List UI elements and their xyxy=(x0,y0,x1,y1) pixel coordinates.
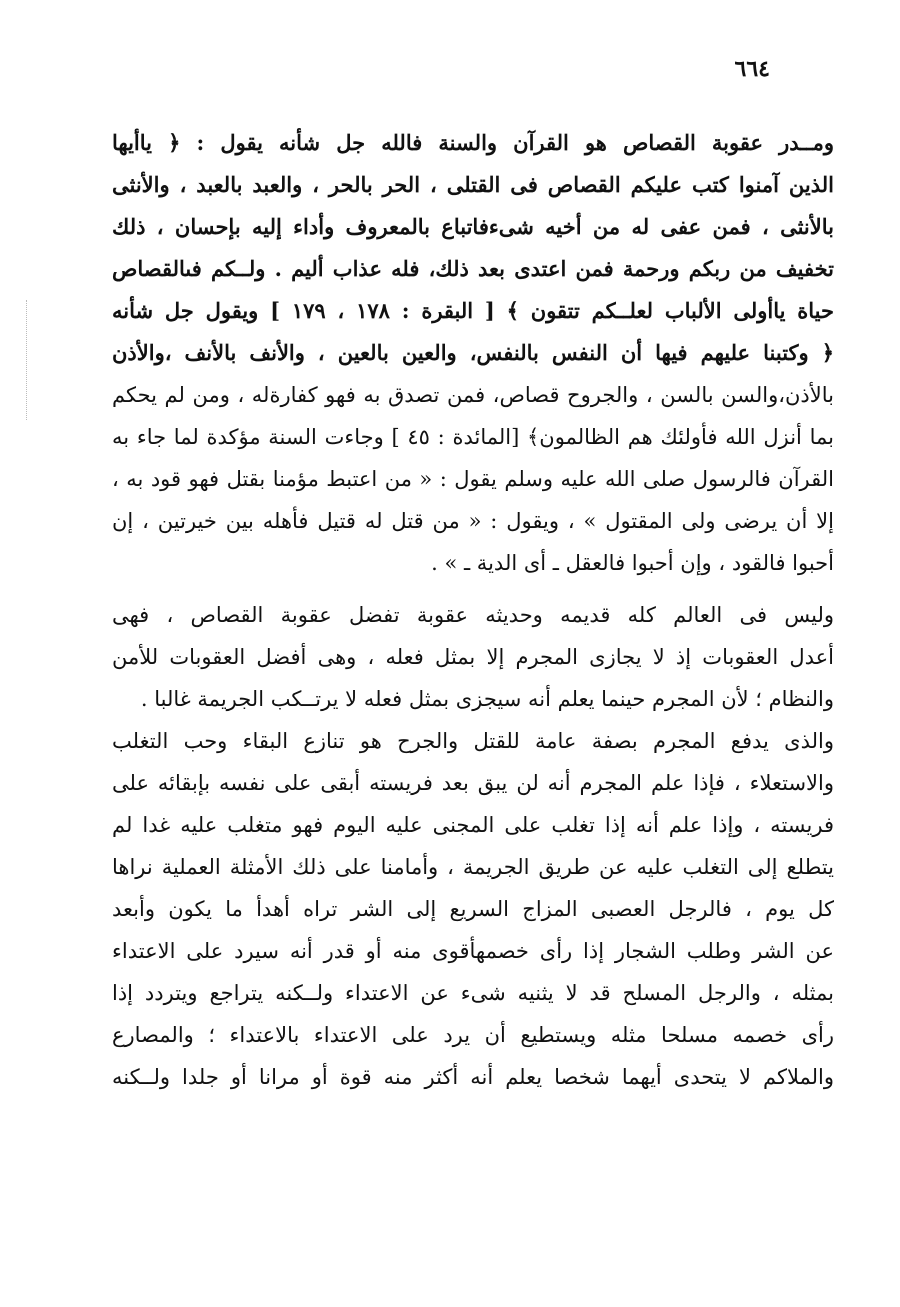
text-line: وليس فى العالم كله قديمه وحديثه عقوبة تفضل عقوبة القصاص ، فهى xyxy=(112,603,834,627)
text-line: فريسته ، وإذا علم أنه إذا تغلب على المجنى عليه اليوم فهو متغلب عليه غدا لم xyxy=(112,813,834,837)
text-line: أحبوا فالقود ، وإن أحبوا فالعقل ـ أى الدية ـ » . xyxy=(431,551,834,575)
text-line: ومــدر عقوبة القصاص هو القرآن والسنة فالله جل شأنه يقول : ﴿ ياأيها xyxy=(112,130,834,155)
paragraph-3 xyxy=(112,720,834,1098)
text-line: والنظام ؛ لأن المجرم حينما يعلم أنه سيجزى بمثل فعله لا يرتــكب الجريمة غالبا . xyxy=(140,687,834,711)
text-line: بما أنزل الله فأولئك هم الظالمون﴾ [المائدة : ٤٥ ] وجاءت السنة مؤكدة لما جاء به xyxy=(112,425,834,449)
text-line: تخفيف من ربكم ورحمة فمن اعتدى بعد ذلك، فله عذاب أليم . ولــكم فىالقصاص xyxy=(112,256,834,281)
text-line: إلا أن يرضى ولى المقتول » ، ويقول : « من قتل له قتيل فأهله بين خيرتين ، إن xyxy=(112,509,834,533)
text-line: القرآن فالرسول صلى الله عليه وسلم يقول : « من اعتبط مؤمنا بقتل فهو قود به ، xyxy=(112,467,834,491)
text-line: رأى خصمه مسلحا مثله ويستطيع أن يرد على الاعتداء بالاعتداء ؛ والمصارع xyxy=(112,1023,834,1047)
text-line: ﴿ وكتبنا عليهم فيها أن النفس بالنفس، والعين بالعين ، والأنف بالأنف ،والأذن xyxy=(112,340,834,365)
paragraph-2 xyxy=(112,594,834,720)
text-line: بمثله ، والرجل المسلح قد لا يثنيه شىء عن الاعتداء ولــكنه يتراجع ويتردد إذا xyxy=(112,981,834,1005)
text-line: بالأنثى ، فمن عفى له من أخيه شىءفاتباع بالمعروف وأداء إليه بإحسان ، ذلك xyxy=(112,214,834,239)
paragraph-1 xyxy=(112,122,834,584)
text-line: بالأذن،والسن بالسن ، والجروح قصاص، فمن تصدق به فهو كفارةله ، ومن لم يحكم xyxy=(112,383,834,407)
text-line: يتطلع إلى التغلب عليه عن طريق الجريمة ، وأمامنا على ذلك الأمثلة العملية نراها xyxy=(112,855,834,879)
text-line: أعدل العقوبات إذ لا يجازى المجرم إلا بمثل فعله ، وهى أفضل العقوبات للأمن xyxy=(112,645,834,669)
gutter-mark xyxy=(26,300,28,420)
body-text xyxy=(112,122,834,1098)
text-line: والاستعلاء ، فإذا علم المجرم أنه لن يبق بعد فريسته أبقى على نفسه بإبقائه على xyxy=(112,771,834,795)
text-line: عن الشر وطلب الشجار إذا رأى خصمهأقوى منه أو قدر أنه سيرد على الاعتداء xyxy=(112,939,834,963)
text-line: كل يوم ، فالرجل العصبى المزاج السريع إلى الشر تراه أهدأ ما يكون وأبعد xyxy=(112,897,834,921)
text-line: والملاكم لا يتحدى أيهما شخصا يعلم أنه أكثر منه قوة أو مرانا أو جلدا ولــكنه xyxy=(112,1065,834,1089)
text-line: والذى يدفع المجرم بصفة عامة للقتل والجرح هو تنازع البقاء وحب التغلب xyxy=(112,729,834,753)
page-number: ٦٦٤ xyxy=(734,56,770,82)
text-line: حياة ياأولى الألباب لعلــكم تتقون ﴾ [ البقرة : ١٧٨ ، ١٧٩ ] ويقول جل شأنه xyxy=(112,298,834,323)
text-line: الذين آمنوا كتب عليكم القصاص فى القتلى ، الحر بالحر ، والعبد بالعبد ، والأنثى xyxy=(112,172,834,197)
